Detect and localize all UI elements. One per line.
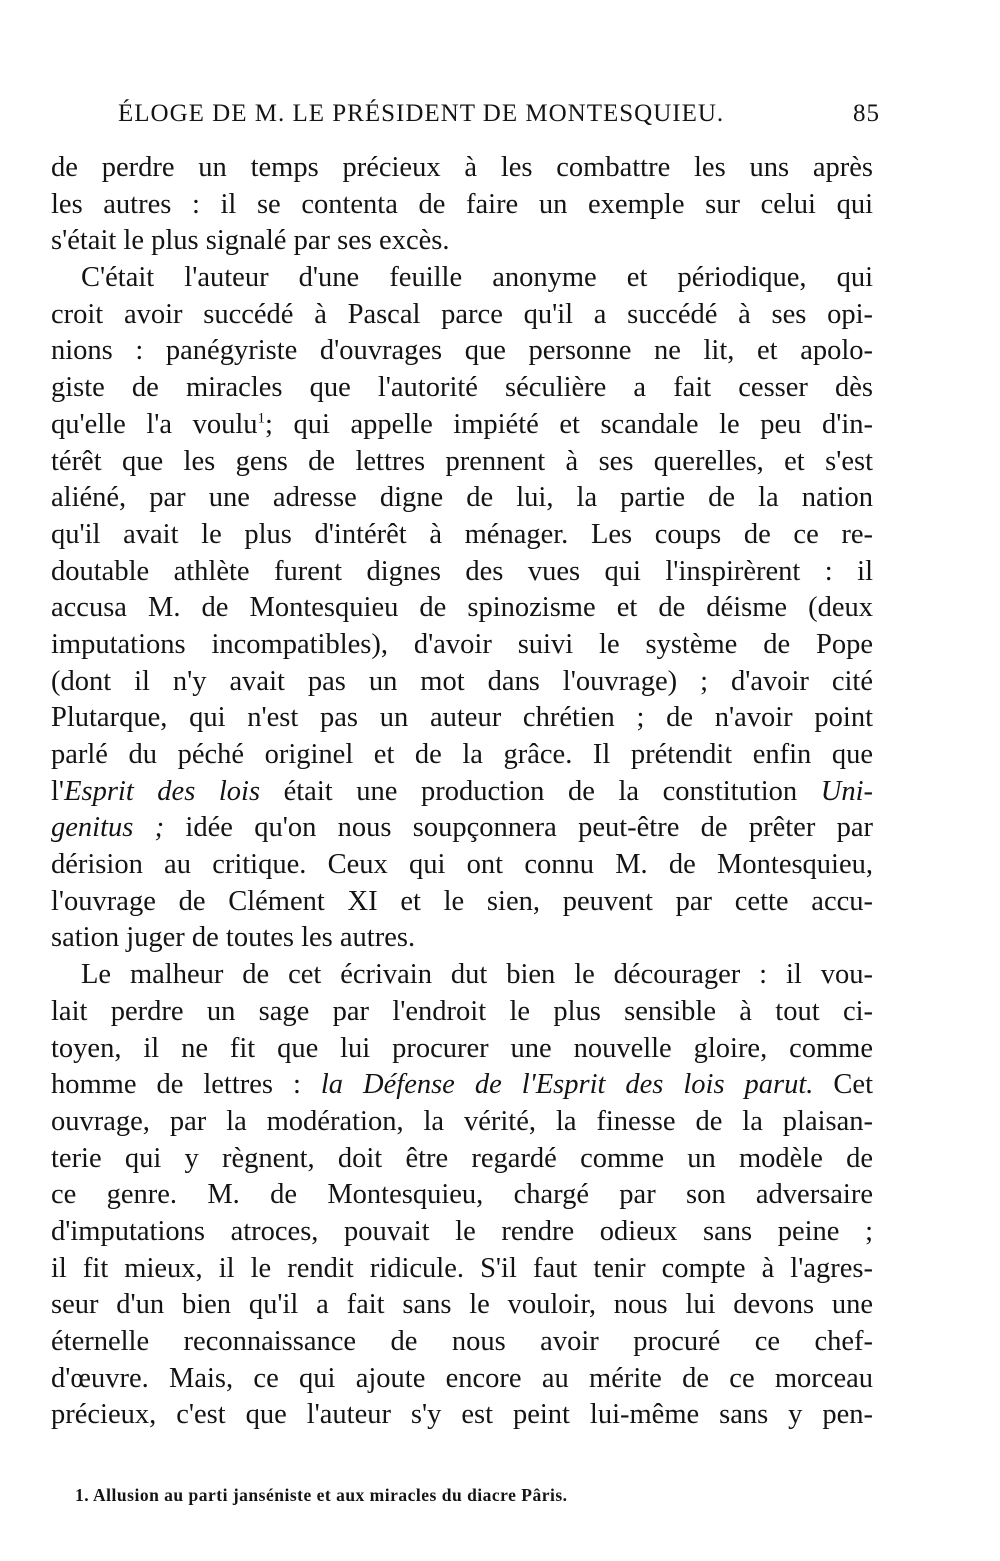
text-line <box>51 810 873 847</box>
footnote-text: Allusion au parti janséniste et aux miracles du diacre Pâris. <box>93 1485 568 1505</box>
footnote-number: 1. <box>75 1485 90 1505</box>
text-line: ce genre. M. de Montesquieu, chargé par son adversaire <box>51 1179 873 1211</box>
italic-title: Esprit des lois <box>64 775 261 807</box>
text-line: terie qui y règnent, doit être regardé comme un modèle de <box>51 1142 873 1174</box>
text-segment: Cet <box>813 1069 873 1101</box>
italic-title: genitus ; <box>51 812 165 844</box>
text-segment: ; qui appelle impiété et scandale le peu d'in- <box>265 408 873 440</box>
text-line: dérision au critique. Ceux qui ont connu M. de Montesquieu, <box>51 849 873 881</box>
running-header <box>118 100 880 140</box>
text-line: C'était l'auteur d'une feuille anonyme et périodique, qui <box>81 262 873 294</box>
page-number: 85 <box>853 100 880 127</box>
text-line: giste de miracles que l'autorité séculière a fait cesser dès <box>51 372 873 404</box>
text-segment: était une production de la constitution <box>260 775 821 807</box>
text-line: seur d'un bien qu'il a fait sans le vouloir, nous lui devons une <box>51 1289 873 1321</box>
text-line: nions : panégyriste d'ouvrages que personne ne lit, et apolo- <box>51 335 873 367</box>
text-line: d'imputations atroces, pouvait le rendre odieux sans peine ; <box>51 1215 873 1247</box>
text-line: doutable athlète furent dignes des vues qui l'inspirèrent : il <box>51 555 873 587</box>
text-line: sation juger de toutes les autres. <box>51 922 416 954</box>
running-title: ÉLOGE DE M. LE PRÉSIDENT DE MONTESQUIEU. <box>118 100 725 127</box>
text-line: de perdre un temps précieux à les combattre les uns après <box>51 152 873 183</box>
text-line <box>51 1067 873 1104</box>
text-line: Le malheur de cet écrivain dut bien le décourager : il vou- <box>81 959 873 991</box>
text-line: qu'il avait le plus d'intérêt à ménager. Les coups de ce re- <box>51 518 873 550</box>
text-line: croit avoir succédé à Pascal parce qu'il a succédé à ses opi- <box>51 298 873 330</box>
text-line <box>51 407 873 444</box>
text-line: d'œuvre. Mais, ce qui ajoute encore au mérite de ce morceau <box>51 1362 873 1394</box>
text-line: éternelle reconnaissance de nous avoir procuré ce chef- <box>51 1326 873 1357</box>
text-line: parlé du péché originel et de la grâce. Il prétendit enfin que <box>51 739 873 770</box>
footnote-marker: 1 <box>257 410 266 427</box>
text-line: accusa M. de Montesquieu de spinozisme et de déisme (deux <box>51 592 873 624</box>
text-line: l'ouvrage de Clément XI et le sien, peuvent par cette accu- <box>51 885 873 917</box>
text-line: précieux, c'est que l'auteur s'y est peint lui-même sans y pen- <box>51 1399 873 1431</box>
text-line: toyen, il ne fit que lui procurer une nouvelle gloire, comme <box>51 1032 873 1064</box>
text-line: imputations incompatibles), d'avoir suivi le système de Pope <box>51 628 873 660</box>
text-segment: homme de lettres : <box>51 1069 321 1101</box>
text-line: s'était le plus signalé par ses excès. <box>51 225 450 257</box>
text-line: Plutarque, qui n'est pas un auteur chrétien ; de n'avoir point <box>51 702 873 734</box>
text-segment: l' <box>51 775 65 807</box>
text-line: ouvrage, par la modération, la vérité, la finesse de la plaisan- <box>51 1105 873 1137</box>
italic-title: la Défense de l'Esprit des lois parut. <box>320 1069 814 1101</box>
text-line: les autres : il se contenta de faire un exemple sur celui qui <box>51 188 873 220</box>
text-line: térêt que les gens de lettres prennent à ses querelles, et s'est <box>51 445 873 477</box>
text-line: lait perdre un sage par l'endroit le plus sensible à tout ci- <box>51 995 873 1027</box>
text-line: il fit mieux, il le rendit ridicule. S'il faut tenir compte à l'agres- <box>51 1252 873 1284</box>
text-line: (dont il n'y avait pas un mot dans l'ouvrage) ; d'avoir cité <box>51 665 873 697</box>
text-line <box>51 774 873 811</box>
text-segment: qu'elle l'a voulu <box>51 408 258 440</box>
body-text <box>51 150 873 1434</box>
text-segment: idée qu'on nous soupçonnera peut-être de prêter par <box>164 812 873 844</box>
italic-title: Uni- <box>820 775 873 807</box>
text-line: aliéné, par une adresse digne de lui, la partie de la nation <box>51 482 873 514</box>
footnote <box>75 1485 568 1506</box>
